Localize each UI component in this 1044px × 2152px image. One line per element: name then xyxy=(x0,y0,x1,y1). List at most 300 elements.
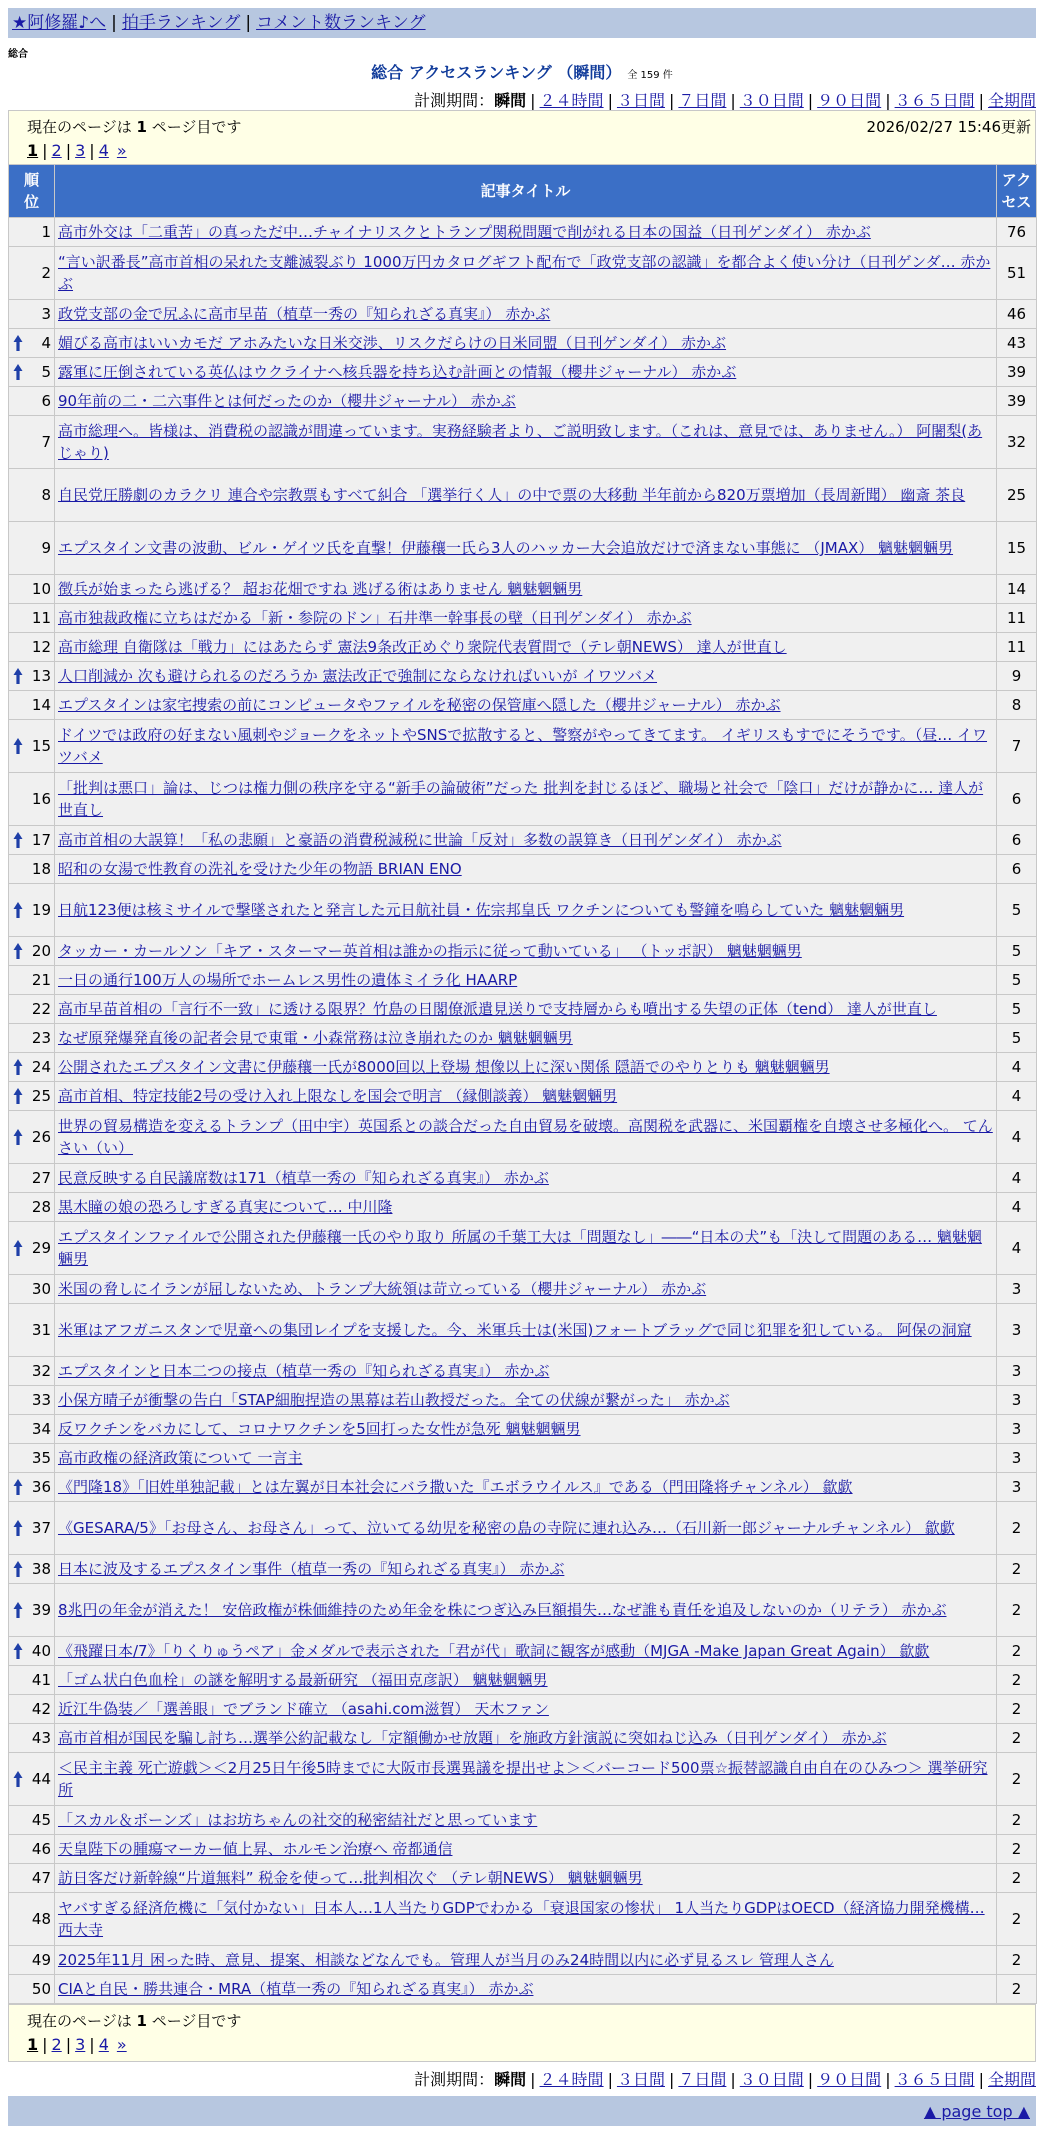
table-row xyxy=(9,1695,1037,1724)
rank-number: 39 xyxy=(31,1601,51,1619)
article-title-link[interactable]: エプスタインファイルで公開された伊藤穰一氏のやり取り 所属の千葉工大は「問題なし」――“日本の犬”も「決して問題のある… 魑魅魍魎男 xyxy=(58,1228,982,1268)
rank-cell xyxy=(9,329,55,358)
pager-separator: | xyxy=(89,141,95,160)
title-cell xyxy=(55,329,997,358)
access-count: 2 xyxy=(997,1893,1037,1946)
article-title-link[interactable]: ＜民主主義 死亡遊戯＞＜2月25日午後5時までに大阪市長選異議を提出せよ＞＜バーコード500票☆振替認識自由自在のひみつ＞ 選挙研究所 xyxy=(58,1759,988,1799)
article-title-link[interactable]: 一日の通行100万人の場所でホームレス男性の遺体ミイラ化 HAARP xyxy=(58,971,518,989)
ranking-table xyxy=(8,164,1037,2004)
article-title-link[interactable]: なぜ原発爆発直後の記者会見で東電・小森常務は泣き崩れたのか 魑魅魍魎男 xyxy=(58,1029,573,1047)
rank-cell xyxy=(9,1835,55,1864)
rank-up-arrow-icon xyxy=(13,1560,23,1578)
rank-number: 35 xyxy=(31,1449,51,1467)
rank-cell xyxy=(9,937,55,966)
table-row xyxy=(9,1082,1037,1111)
rank-number: 16 xyxy=(31,790,51,808)
article-title-link[interactable]: 高市首相が国民を騙し討ち…選挙公約記載なし「定額働かせ放題」を施政方針演説に突如ねじ込み（日刊ゲンダイ） 赤かぶ xyxy=(58,1729,887,1747)
table-row xyxy=(9,691,1037,720)
article-title-link[interactable]: 高市総理へ。皆様は、消費税の認識が間違っています。実務経験者より、ご説明致します。（これは、意見では、ありません。） 阿闍梨(あじゃり) xyxy=(58,422,983,462)
nav-separator: | xyxy=(245,13,252,33)
table-row xyxy=(9,1304,1037,1357)
rank-number: 37 xyxy=(31,1519,51,1537)
period-option-0[interactable]: ２４時間 xyxy=(539,2070,604,2089)
article-title-link[interactable]: CIAと自民・勝共連合・MRA（植草一秀の『知られざる真実』） 赤かぶ xyxy=(58,1980,534,1998)
rank-cell xyxy=(9,1164,55,1193)
rank-cell xyxy=(9,522,55,575)
page-info-box-bottom xyxy=(8,2004,1036,2062)
pager-top xyxy=(27,141,127,160)
title-cell xyxy=(55,416,997,469)
article-title-link[interactable]: 媚びる高市はいいカモだ アホみたいな日米交渉、リスクだらけの日米同盟（日刊ゲンダイ） 赤かぶ xyxy=(58,334,727,352)
table-row xyxy=(9,300,1037,329)
pager-separator: | xyxy=(65,2035,72,2054)
access-count: 39 xyxy=(997,387,1037,416)
table-row xyxy=(9,937,1037,966)
rank-number: 45 xyxy=(31,1811,51,1829)
pager-page-link[interactable]: 4 xyxy=(98,141,109,160)
title-cell xyxy=(55,1637,997,1666)
rank-cell xyxy=(9,662,55,691)
article-title-link[interactable]: 天皇陛下の腫瘍マーカー値上昇、ホルモン治療へ 帝都通信 xyxy=(58,1840,453,1858)
title-cell xyxy=(55,633,997,662)
access-count: 46 xyxy=(997,300,1037,329)
article-title-link[interactable]: 黒木瞳の娘の恐ろしすぎる真実について… 中川隆 xyxy=(58,1198,393,1216)
article-title-link[interactable]: 高市独裁政権に立ちはだかる「新・参院のドン」石井準一幹事長の壁（日刊ゲンダイ） 赤かぶ xyxy=(58,609,692,627)
article-title-link[interactable]: エプスタインは家宅捜索の前にコンピュータやファイルを秘密の保管庫へ隠した（櫻井ジャーナル） 赤かぶ xyxy=(58,696,781,714)
article-title-link[interactable]: 日本に波及するエプスタイン事件（植草一秀の『知られざる真実』） 赤かぶ xyxy=(58,1560,565,1578)
article-title-link[interactable]: 高市首相、特定技能2号の受け入れ上限なしを国会で明言 （縁側談義） 魑魅魍魎男 xyxy=(58,1087,618,1105)
rank-cell xyxy=(9,1415,55,1444)
access-count: 25 xyxy=(997,469,1037,522)
table-row xyxy=(9,1893,1037,1946)
article-title-link[interactable]: 「批判は悪口」論は、じつは権力側の秩序を守る“新手の論破術”だった 批判を封じるほど、職場と社会で「陰口」だけが静かに… 達人が世直し xyxy=(58,779,984,819)
title-cell xyxy=(55,1024,997,1053)
rank-cell xyxy=(9,1082,55,1111)
rank-cell xyxy=(9,1893,55,1946)
home-link[interactable]: ★阿修羅♪へ xyxy=(12,13,107,33)
article-title-link[interactable]: 8兆円の年金が消えた！ 安倍政権が株価維持のため年金を株につぎ込み巨額損失…なぜ誰も責任を追及しないのか（リテラ） 赤かぶ xyxy=(58,1601,947,1619)
rank-cell xyxy=(9,416,55,469)
table-row xyxy=(9,1222,1037,1275)
title-cell xyxy=(55,247,997,300)
table-row xyxy=(9,1724,1037,1753)
access-count: 3 xyxy=(997,1357,1037,1386)
rank-cell xyxy=(9,469,55,522)
access-count: 5 xyxy=(997,884,1037,937)
period-option-0[interactable]: ２４時間 xyxy=(539,91,604,110)
article-title-link[interactable]: 高市政権の経済政策について 一言主 xyxy=(58,1449,303,1467)
pager-page-link[interactable]: 2 xyxy=(51,141,62,160)
rank-number: 38 xyxy=(31,1560,51,1578)
access-count: 6 xyxy=(997,773,1037,826)
rank-up-arrow-icon xyxy=(13,942,23,960)
article-title-link[interactable]: 《門隆18》「旧姓単独記載」とは左翼が日本社会にバラ撒いた『エボラウイルス』である（門田隆将チャンネル） 歙歔 xyxy=(58,1478,853,1496)
table-row xyxy=(9,1111,1037,1164)
pager-separator: | xyxy=(89,2035,95,2054)
period-separator: | xyxy=(807,91,814,110)
comment-ranking-link[interactable]: コメント数ランキング xyxy=(256,13,426,33)
rank-cell xyxy=(9,1053,55,1082)
access-count: 2 xyxy=(997,1584,1037,1637)
period-separator: | xyxy=(978,91,984,110)
period-separator: | xyxy=(730,91,736,110)
rank-cell xyxy=(9,884,55,937)
table-row xyxy=(9,1975,1037,2004)
title-cell xyxy=(55,995,997,1024)
period-option-5[interactable]: ３６５日間 xyxy=(894,2070,975,2089)
period-label: 計測期間： xyxy=(414,91,495,110)
rank-cell xyxy=(9,1502,55,1555)
period-selector-bottom xyxy=(414,2067,1036,2090)
table-row xyxy=(9,1275,1037,1304)
rank-number: 14 xyxy=(31,696,51,714)
period-separator: | xyxy=(530,91,536,110)
rank-cell xyxy=(9,1637,55,1666)
table-row xyxy=(9,826,1037,855)
pager-page-link[interactable]: 2 xyxy=(51,2035,62,2054)
access-count: 5 xyxy=(997,966,1037,995)
table-row xyxy=(9,1555,1037,1584)
article-title-link[interactable]: 高市総理 自衛隊は「戦力」にはあたらず 憲法9条改正めぐり衆院代表質問で（テレ朝NEWS） 達人が世直し xyxy=(58,638,787,656)
title-cell xyxy=(55,604,997,633)
article-title-link[interactable]: 高市外交は「二重苦」の真っただ中…チャイナリスクとトランプ関税問題で削がれる日本の国益（日刊ゲンダイ） 赤かぶ xyxy=(58,223,871,241)
access-count: 6 xyxy=(997,855,1037,884)
table-row xyxy=(9,855,1037,884)
article-title-link[interactable]: エプスタインと日本二つの接点（植草一秀の『知られざる真実』） 赤かぶ xyxy=(58,1362,550,1380)
access-count: 5 xyxy=(997,937,1037,966)
article-title-link[interactable]: 高市首相の大誤算！「私の悲願」と豪語の消費税減税に世論「反対」多数の誤算き（日刊ゲンダイ） 赤かぶ xyxy=(58,831,782,849)
access-count: 8 xyxy=(997,691,1037,720)
rank-up-arrow-icon xyxy=(13,901,23,919)
rank-number: 42 xyxy=(31,1700,51,1718)
article-title-link[interactable]: ヤバすぎる経済危機に「気付かない」日本人…1人当たりGDPでわかる「衰退国家の惨状」 1人当たりGDPはOECD（経済協力開発機構… 西大寺 xyxy=(58,1899,985,1939)
rank-number: 11 xyxy=(31,609,51,627)
access-count: 2 xyxy=(997,1666,1037,1695)
rank-cell xyxy=(9,773,55,826)
rank-number: 43 xyxy=(31,1729,51,1747)
table-row xyxy=(9,522,1037,575)
period-separator: | xyxy=(807,2070,814,2089)
rank-cell xyxy=(9,1222,55,1275)
rank-cell xyxy=(9,1666,55,1695)
title-cell xyxy=(55,1111,997,1164)
ranking-table-body xyxy=(9,218,1037,2004)
table-row xyxy=(9,416,1037,469)
table-row xyxy=(9,720,1037,773)
pager-separator: | xyxy=(42,2035,48,2054)
access-count: 3 xyxy=(997,1415,1037,1444)
rank-number: 17 xyxy=(31,831,51,849)
title-cell xyxy=(55,855,997,884)
access-count: 14 xyxy=(997,575,1037,604)
rank-number: 18 xyxy=(31,860,51,878)
rank-number: 10 xyxy=(31,580,51,598)
period-separator: | xyxy=(530,2070,536,2089)
period-separator: | xyxy=(607,91,613,110)
article-title-link[interactable]: 高市早苗首相の「言行不一致」に透ける限界？竹島の日閣僚派遣見送りで支持層からも噴出する失望の正体（tend） 達人が世直し xyxy=(58,1000,937,1018)
rank-cell xyxy=(9,1806,55,1835)
pager-page-link[interactable]: 4 xyxy=(98,2035,109,2054)
rank-number: 13 xyxy=(31,667,51,685)
table-row xyxy=(9,633,1037,662)
article-title-link[interactable]: 2025年11月 困った時、意見、提案、相談などなんでも。管理人が当月のみ24時間以内に必ず見るスレ 管理人さん xyxy=(58,1951,834,1969)
applause-ranking-link[interactable]: 拍手ランキング xyxy=(121,13,241,33)
period-option-4[interactable]: ９０日間 xyxy=(817,91,882,110)
table-row xyxy=(9,1164,1037,1193)
article-title-link[interactable]: 《GESARA/5》「お母さん、お母さん」って、泣いてる幼児を秘密の島の寺院に連れ込み…（石川新一郎ジャーナルチャンネル） 歙歔 xyxy=(58,1519,955,1537)
rank-number: 1 xyxy=(41,223,51,241)
article-title-link[interactable]: 米軍はアフガニスタンで児童への集団レイプを支援した。今、米軍兵士は(米国)フォートブラッグで同じ犯罪を犯している。 阿保の洞窟 xyxy=(58,1321,972,1339)
pager-bottom xyxy=(27,2035,127,2054)
rank-number: 21 xyxy=(31,971,51,989)
period-option-3[interactable]: ３０日間 xyxy=(739,91,804,110)
title-cell xyxy=(55,1082,997,1111)
pager-page-link[interactable]: 3 xyxy=(75,2035,86,2054)
access-count: 6 xyxy=(997,826,1037,855)
rank-number: 30 xyxy=(31,1280,51,1298)
title-cell xyxy=(55,1864,997,1893)
table-row xyxy=(9,1415,1037,1444)
title-cell xyxy=(55,1695,997,1724)
access-count: 51 xyxy=(997,247,1037,300)
article-title-link[interactable]: 露軍に圧倒されている英仏はウクライナへ核兵器を持ち込む計画との情報（櫻井ジャーナル） 赤かぶ xyxy=(58,363,737,381)
pager-next-link[interactable]: » xyxy=(116,2035,127,2054)
table-row xyxy=(9,329,1037,358)
title-cell xyxy=(55,1724,997,1753)
access-count: 3 xyxy=(997,1473,1037,1502)
rank-up-arrow-icon xyxy=(13,1519,23,1537)
title-cell xyxy=(55,1222,997,1275)
table-row xyxy=(9,1444,1037,1473)
title-cell xyxy=(55,218,997,247)
title-cell xyxy=(55,720,997,773)
rank-up-arrow-icon xyxy=(13,1478,23,1496)
rank-cell xyxy=(9,218,55,247)
title-cell xyxy=(55,469,997,522)
rank-cell xyxy=(9,1193,55,1222)
table-row xyxy=(9,1864,1037,1893)
period-selector-top xyxy=(414,88,1036,111)
table-row xyxy=(9,1806,1037,1835)
nav-separator: | xyxy=(111,13,117,33)
article-title-link[interactable]: 米国の脅しにイランが屈しないため、トランプ大統領は苛立っている（櫻井ジャーナル） 赤かぶ xyxy=(58,1280,707,1298)
access-count: 3 xyxy=(997,1386,1037,1415)
article-title-link[interactable]: 近江牛偽装／「選善眼」でブランド確立 （asahi.com滋賀） 天木ファン xyxy=(58,1700,549,1718)
article-title-link[interactable]: 90年前の二・二六事件とは何だったのか（櫻井ジャーナル） 赤かぶ xyxy=(58,392,516,410)
table-row xyxy=(9,1835,1037,1864)
article-title-link[interactable]: “言い訳番長”高市首相の呆れた支離滅裂ぶり 1000万円カタログギフト配布で「政党支部の認識」を都合よく使い分け（日刊ゲンダ… 赤かぶ xyxy=(58,253,991,293)
rank-up-arrow-icon xyxy=(13,363,23,381)
rank-cell xyxy=(9,826,55,855)
rank-number: 40 xyxy=(31,1642,51,1660)
article-title-link[interactable]: エプスタイン文書の波動、ビル・ゲイツ氏を直撃！伊藤穰一氏ら3人のハッカー大会追放だけで済まない事態に （JMAX） 魑魅魍魎男 xyxy=(58,539,954,557)
period-option-2[interactable]: ７日間 xyxy=(678,2070,727,2089)
article-title-link[interactable]: 人口削減か 次も避けられるのだろうか 憲法改正で強制にならなければいいが イワツバメ xyxy=(58,667,658,685)
current-page-text: 現在のページは 1 ページ目です xyxy=(27,2012,242,2030)
pager-next-link[interactable]: » xyxy=(116,141,127,160)
period-option-1[interactable]: ３日間 xyxy=(616,2070,665,2089)
rank-cell xyxy=(9,1111,55,1164)
article-title-link[interactable]: 世界の貿易構造を変えるトランプ（田中宇）英国系との談合だった自由貿易を破壊。高関税を武器に、米国覇権を自壊させ多極化へ。 てんさい（い） xyxy=(58,1117,993,1157)
access-count: 4 xyxy=(997,1193,1037,1222)
title-cell xyxy=(55,1753,997,1806)
title-cell xyxy=(55,1304,997,1357)
rank-up-arrow-icon xyxy=(13,1770,23,1788)
rank-cell xyxy=(9,1946,55,1975)
access-count: 39 xyxy=(997,358,1037,387)
table-row xyxy=(9,966,1037,995)
title-cell xyxy=(55,1473,997,1502)
rank-number: 22 xyxy=(31,1000,51,1018)
rank-cell xyxy=(9,1975,55,2004)
title-cell xyxy=(55,1502,997,1555)
rank-number: 3 xyxy=(41,305,51,323)
article-title-link[interactable]: 民意反映する自民議席数は171（植草一秀の『知られざる真実』） 赤かぶ xyxy=(58,1169,549,1187)
access-count: 2 xyxy=(997,1946,1037,1975)
rank-cell xyxy=(9,633,55,662)
access-count: 2 xyxy=(997,1724,1037,1753)
rank-cell xyxy=(9,720,55,773)
table-row xyxy=(9,218,1037,247)
rank-number: 33 xyxy=(31,1391,51,1409)
rank-number: 50 xyxy=(31,1980,51,1998)
article-title-link[interactable]: 日航123便は核ミサイルで撃墜されたと発言した元日航社員・佐宗邦皇氏 ワクチンについても警鐘を鳴らしていた 魑魅魍魎男 xyxy=(58,901,905,919)
table-row xyxy=(9,1637,1037,1666)
title-cell xyxy=(55,1946,997,1975)
access-count: 9 xyxy=(997,662,1037,691)
access-count: 3 xyxy=(997,1304,1037,1357)
pager-current-page: 1 xyxy=(27,2035,39,2054)
rank-number: 25 xyxy=(31,1087,51,1105)
access-count: 2 xyxy=(997,1975,1037,2004)
period-option-2[interactable]: ７日間 xyxy=(678,91,727,110)
access-count: 15 xyxy=(997,522,1037,575)
title-cell xyxy=(55,884,997,937)
table-row xyxy=(9,1502,1037,1555)
article-title-link[interactable]: 反ワクチンをバカにして、コロナワクチンを5回打った女性が急死 魑魅魍魎男 xyxy=(58,1420,581,1438)
article-title-link[interactable]: 公開されたエプスタイン文書に伊藤穰一氏が8000回以上登場 想像以上に深い関係 隠語でのやりとりも 魑魅魍魎男 xyxy=(58,1058,830,1076)
title-cell xyxy=(55,1975,997,2004)
title-cell xyxy=(55,1806,997,1835)
rank-cell xyxy=(9,1024,55,1053)
table-row xyxy=(9,1193,1037,1222)
rank-up-arrow-icon xyxy=(13,1642,23,1660)
access-count: 2 xyxy=(997,1695,1037,1724)
title-cell xyxy=(55,1275,997,1304)
pager-page-link[interactable]: 3 xyxy=(75,141,86,160)
period-separator: | xyxy=(668,91,675,110)
rank-cell xyxy=(9,1555,55,1584)
page-top-link[interactable]: ▲ page top ▲ xyxy=(923,2102,1030,2121)
rank-up-arrow-icon xyxy=(13,334,23,352)
access-count: 2 xyxy=(997,1864,1037,1893)
period-label: 計測期間： xyxy=(414,2070,495,2089)
period-separator: | xyxy=(978,2070,984,2089)
article-title-link[interactable]: 「スカル＆ボーンズ」はお坊ちゃんの社交的秘密結社だと思っています xyxy=(58,1811,538,1829)
rank-up-arrow-icon xyxy=(13,1087,23,1105)
rank-number: 20 xyxy=(31,942,51,960)
article-title-link[interactable]: 徴兵が始まったら逃げる？ 超お花畑ですね 逃げる術はありません 魑魅魍魎男 xyxy=(58,580,583,598)
rank-cell xyxy=(9,691,55,720)
title-cell xyxy=(55,691,997,720)
access-count: 32 xyxy=(997,416,1037,469)
current-page-text: 現在のページは 1 ページ目です xyxy=(27,118,242,136)
rank-number: 24 xyxy=(31,1058,51,1076)
access-count: 4 xyxy=(997,1222,1037,1275)
article-title-link[interactable]: ドイツでは政府の好まない風刺やジョークをネットやSNSで拡散すると、警察がやってきてます。 イギリスもすでにそうです。（昼… イワツバメ xyxy=(58,726,988,766)
access-count: 2 xyxy=(997,1555,1037,1584)
rank-up-arrow-icon xyxy=(13,667,23,685)
rank-number: 29 xyxy=(31,1239,51,1257)
table-row xyxy=(9,1386,1037,1415)
period-separator: | xyxy=(885,2070,891,2089)
table-row xyxy=(9,469,1037,522)
article-title-link[interactable]: 《飛躍日本/7》「りくりゅうペア」金メダルで表示された「君が代」歌詞に観客が感動（MJGA -Make Japan Great Again） 歙歔 xyxy=(58,1642,930,1660)
title-cell xyxy=(55,387,997,416)
title-cell xyxy=(55,662,997,691)
title-cell xyxy=(55,1666,997,1695)
rank-number: 9 xyxy=(41,539,51,557)
article-title-link[interactable]: 自民党圧勝劇のカラクリ 連合や宗教票もすべて糾合 「選挙行く人」の中で票の大移動 半年前から820万票増加（長周新聞） 幽斎 茶良 xyxy=(58,486,966,504)
rank-number: 32 xyxy=(31,1362,51,1380)
article-title-link[interactable]: 訪日客だけ新幹線“片道無料” 税金を使って…批判相次ぐ （テレ朝NEWS） 魑魅魍魎男 xyxy=(58,1869,643,1887)
period-option-1[interactable]: ３日間 xyxy=(616,91,665,110)
title-cell xyxy=(55,966,997,995)
period-option-6[interactable]: 全期間 xyxy=(987,2070,1036,2089)
rank-cell xyxy=(9,1724,55,1753)
title-cell xyxy=(55,1164,997,1193)
title-cell xyxy=(55,826,997,855)
article-title-link[interactable]: 小保方晴子が衝撃の告白「STAP細胞捏造の黒幕は若山教授だった。全ての伏線が繋がった」 赤かぶ xyxy=(58,1391,730,1409)
rank-cell xyxy=(9,995,55,1024)
table-row xyxy=(9,358,1037,387)
rank-number: 7 xyxy=(41,433,51,451)
title-cell xyxy=(55,937,997,966)
access-count: 4 xyxy=(997,1053,1037,1082)
article-title-link[interactable]: タッカー・カールソン「キア・スターマー英首相は誰かの指示に従って動いている」 （トッポ訳） 魑魅魍魎男 xyxy=(58,942,802,960)
article-title-link[interactable]: 政党支部の金で尻ふに高市早苗（植草一秀の『知られざる真実』） 赤かぶ xyxy=(58,305,551,323)
period-option-5[interactable]: ３６５日間 xyxy=(894,91,975,110)
period-separator: | xyxy=(607,2070,613,2089)
total-count: 全 159 件 xyxy=(627,70,673,81)
period-option-3[interactable]: ３０日間 xyxy=(739,2070,804,2089)
page-title-text: 総合 アクセスランキング （瞬間） xyxy=(371,63,622,82)
rank-cell xyxy=(9,1444,55,1473)
table-row xyxy=(9,604,1037,633)
rank-up-arrow-icon xyxy=(13,1601,23,1619)
title-cell xyxy=(55,1415,997,1444)
rank-number: 26 xyxy=(31,1128,51,1146)
table-row xyxy=(9,1357,1037,1386)
period-option-6[interactable]: 全期間 xyxy=(987,91,1036,110)
rank-up-arrow-icon xyxy=(13,737,23,755)
article-title-link[interactable]: 昭和の女湯で性教育の洗礼を受けた少年の物語 BRIAN ENO xyxy=(58,860,462,878)
period-option-4[interactable]: ９０日間 xyxy=(817,2070,882,2089)
access-count: 4 xyxy=(997,1082,1037,1111)
rank-number: 47 xyxy=(31,1869,51,1887)
table-row xyxy=(9,1946,1037,1975)
rank-number: 48 xyxy=(31,1910,51,1928)
rank-cell xyxy=(9,1584,55,1637)
table-row xyxy=(9,575,1037,604)
rank-cell xyxy=(9,247,55,300)
period-separator: | xyxy=(668,2070,675,2089)
rank-number: 31 xyxy=(31,1321,51,1339)
access-count: 7 xyxy=(997,720,1037,773)
access-count: 2 xyxy=(997,1835,1037,1864)
article-title-link[interactable]: 「ゴム状白色血栓」の謎を解明する最新研究 （福田克彦訳） 魑魅魍魎男 xyxy=(58,1671,548,1689)
rank-cell xyxy=(9,575,55,604)
